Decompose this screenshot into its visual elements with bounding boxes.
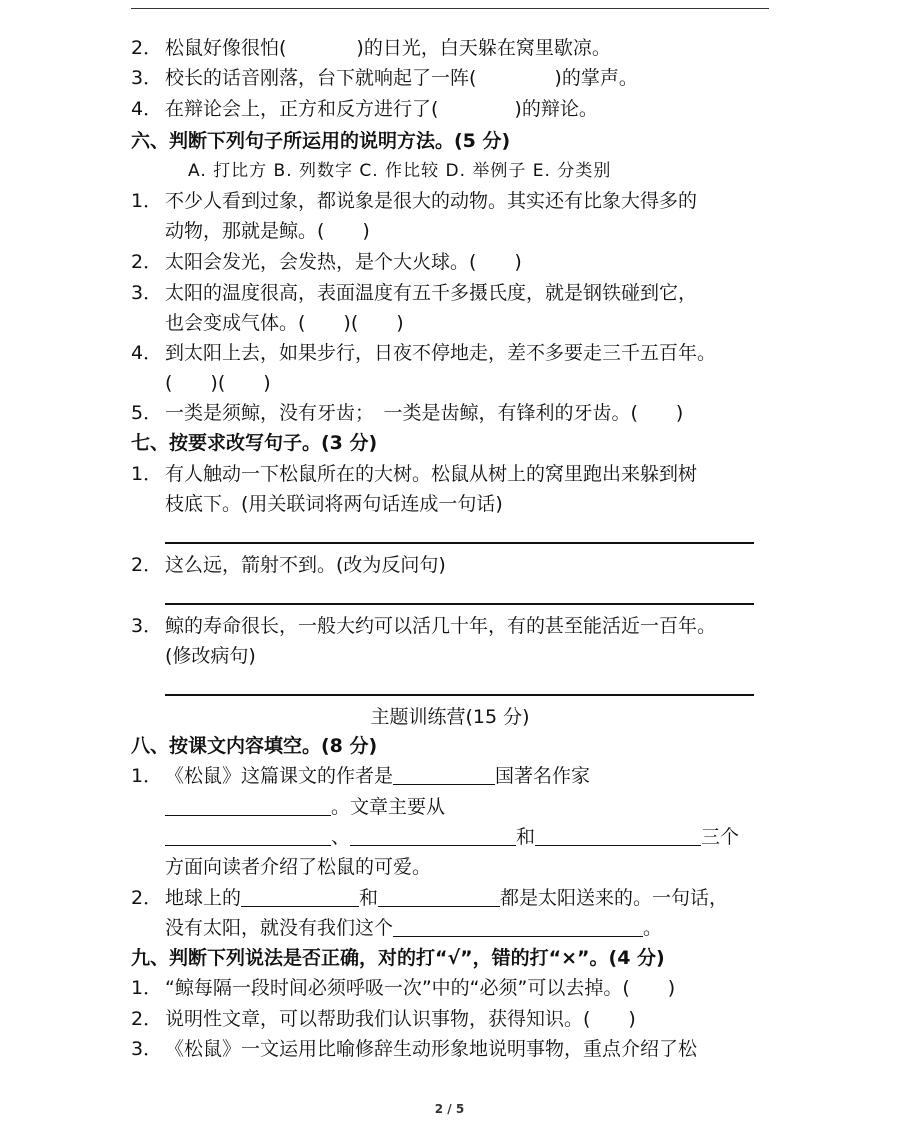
sec7-heading: 七、按要求改写句子。(3 分) (131, 432, 378, 454)
sec5-item-2: 2． 松鼠好像很怕( )的日光，白天躲在窝里歇凉。 (131, 37, 611, 59)
sec6-options: A. 打比方 B. 列数字 C. 作比较 D. 举例子 E. 分类别 (188, 161, 612, 181)
sec8-heading: 八、按课文内容填空。(8 分) (131, 735, 378, 757)
sec7-q3: 3． 鲸的寿命很长，一般大约可以活几十年，有的甚至能活近一百年。 (131, 615, 717, 637)
fill-blank[interactable] (393, 762, 495, 785)
answer-line[interactable] (165, 694, 754, 696)
fill-blank[interactable] (165, 823, 331, 846)
sec7-q1: 1． 有人触动一下松鼠所在的大树。松鼠从树上的窝里跑出来躲到树 (131, 463, 698, 485)
fill-blank[interactable] (241, 884, 359, 907)
sec8-q1-cont1: 。文章主要从 (165, 792, 445, 822)
sec7-q1-cont: 枝底下。(用关联词将两句话连成一句话) (165, 493, 503, 515)
top-rule (131, 8, 769, 9)
fill-blank[interactable] (165, 793, 331, 816)
section-subtitle: 主题训练营(15 分) (370, 706, 530, 728)
sec6-q4-cont: ( )( ) (165, 372, 271, 394)
page-number: 2 / 5 (434, 1102, 465, 1116)
answer-line[interactable] (165, 542, 754, 544)
sec6-q1-cont: 动物，那就是鲸。( ) (165, 220, 370, 242)
sec6-q1: 1． 不少人看到过象，都说象是很大的动物。其实还有比象大得多的 (131, 190, 698, 212)
sec6-q5: 5． 一类是须鲸，没有牙齿； 一类是齿鲸，有锋利的牙齿。( ) (131, 402, 684, 424)
sec6-heading: 六、判断下列句子所运用的说明方法。(5 分) (131, 130, 511, 152)
sec7-q2: 2． 这么远，箭射不到。(改为反问句) (131, 554, 446, 576)
sec9-q3: 3． 《松鼠》一文运用比喻修辞生动形象地说明事物，重点介绍了松 (131, 1038, 698, 1060)
fill-blank[interactable] (393, 914, 643, 937)
sec5-item-4: 4． 在辩论会上，正方和反方进行了( )的辩论。 (131, 98, 598, 120)
sec6-q2: 2． 太阳会发光，会发热，是个大火球。( ) (131, 251, 522, 273)
sec8-q1: 1． 《松鼠》这篇课文的作者是 国著名作家 (131, 761, 590, 791)
fill-blank[interactable] (378, 884, 500, 907)
sec9-heading: 九、判断下列说法是否正确，对的打“√”，错的打“×”。(4 分) (131, 947, 665, 969)
sec5-item-3: 3． 校长的话音刚落，台下就响起了一阵( )的掌声。 (131, 67, 638, 89)
sec6-q3-cont: 也会变成气体。( )( ) (165, 312, 404, 334)
sec7-q3-cont: (修改病句) (165, 645, 256, 667)
answer-line[interactable] (165, 603, 754, 605)
sec9-q1: 1． “鲸每隔一段时间必须呼吸一次”中的“必须”可以去掉。( ) (131, 977, 676, 999)
sec6-q4: 4． 到太阳上去，如果步行，日夜不停地走，差不多要走三千五百年。 (131, 342, 717, 364)
sec6-q3: 3． 太阳的温度很高，表面温度有五千多摄氏度，就是钢铁碰到它， (131, 282, 698, 304)
sec8-q2: 2． 地球上的 和 都是太阳送来的。一句话， (131, 883, 728, 913)
sec8-q1-cont3: 方面向读者介绍了松鼠的可爱。 (165, 856, 432, 878)
fill-blank[interactable] (350, 823, 516, 846)
sec9-q2: 2． 说明性文章，可以帮助我们认识事物，获得知识。( ) (131, 1008, 636, 1030)
fill-blank[interactable] (535, 823, 701, 846)
sec8-q1-cont2: 、 和 三个 (165, 822, 739, 852)
sec8-q2-cont: 没有太阳，就没有我们这个 。 (165, 913, 662, 943)
